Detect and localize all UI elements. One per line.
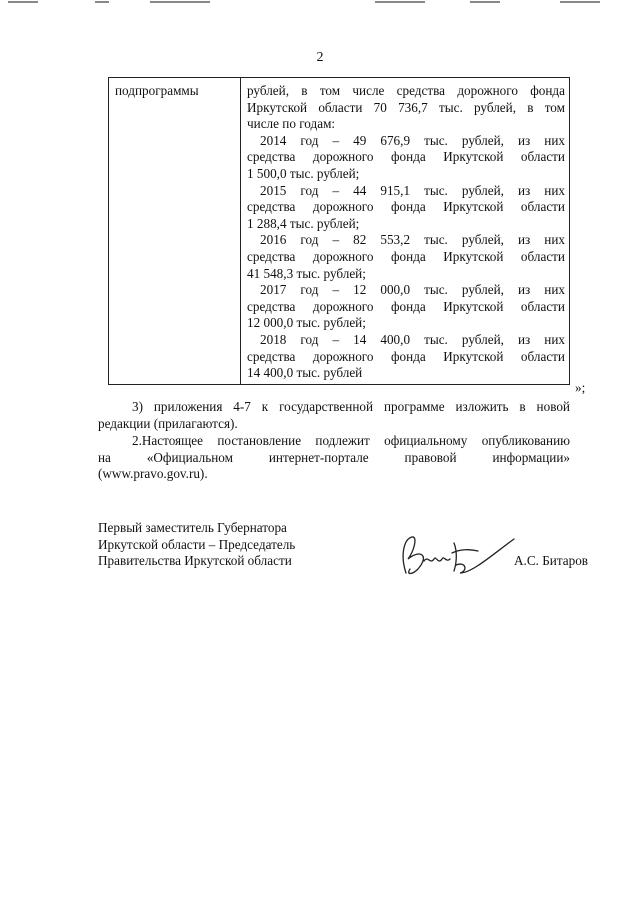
paragraph-item-2	[98, 433, 570, 483]
table-text-line: 2016 год – 82 553,2 тыс. рублей, из них	[260, 232, 565, 248]
signatory-title-line: Первый заместитель Губернатора	[98, 520, 287, 535]
table-text-line: средства дорожного фонда Иркутской области	[247, 149, 565, 165]
table-text-line: средства дорожного фонда Иркутской области	[247, 199, 565, 215]
table-text-line: 1 288,4 тыс. рублей;	[247, 215, 360, 231]
table-text-line: 41 548,3 тыс. рублей;	[247, 265, 366, 281]
table-left-cell	[109, 78, 241, 385]
paragraph-item-3	[98, 399, 570, 432]
table-right-cell	[241, 78, 570, 385]
table-text-line: 2014 год – 49 676,9 тыс. рублей, из них	[260, 132, 565, 148]
signatory-title-line: Иркутской области – Председатель	[98, 536, 296, 552]
table-text-line: средства дорожного фонда Иркутской области	[247, 298, 565, 314]
paragraph-line: на «Официальном интернет-портале правовой информации»	[98, 449, 570, 465]
table-text-line: 2015 год – 44 915,1 тыс. рублей, из них	[260, 182, 565, 198]
table-text-line: 2018 год – 14 400,0 тыс. рублей, из них	[260, 331, 565, 347]
paragraph-line: 2.Настоящее постановление подлежит официальному опубликованию	[132, 433, 570, 448]
table-text-line: Иркутской области 70 736,7 тыс. рублей, в том	[247, 99, 565, 115]
signatory-name: А.С. Битаров	[514, 553, 589, 568]
closing-quote: »;	[575, 380, 586, 395]
signatory-title-line: Правительства Иркутской области	[98, 553, 292, 569]
table-text-line: 1 500,0 тыс. рублей;	[247, 165, 360, 181]
table-text-line: 12 000,0 тыс. рублей;	[247, 315, 366, 331]
table-text-line: средства дорожного фонда Иркутской области	[247, 248, 565, 264]
paragraph-line: 3) приложения 4-7 к государственной программе изложить в новой	[132, 399, 570, 414]
paragraph-line: (www.pravo.gov.ru).	[98, 466, 208, 482]
table-text-line: рублей, в том числе средства дорожного фонда	[247, 83, 565, 98]
scan-edge-marks	[0, 0, 640, 6]
table-text-line: средства дорожного фонда Иркутской области	[247, 348, 565, 364]
table-row	[109, 78, 570, 385]
page-number: 2	[316, 50, 324, 65]
table-text-line: числе по годам:	[247, 116, 336, 132]
signatory-title	[98, 520, 295, 570]
table-text-line: 2017 год – 12 000,0 тыс. рублей, из них	[260, 282, 565, 298]
paragraph-line: редакции (прилагаются).	[98, 415, 238, 431]
subprogram-label: подпрограммы	[115, 83, 199, 98]
handwritten-signature	[396, 525, 516, 585]
program-table	[108, 77, 570, 385]
table-text-line: 14 400,0 тыс. рублей	[247, 365, 363, 381]
